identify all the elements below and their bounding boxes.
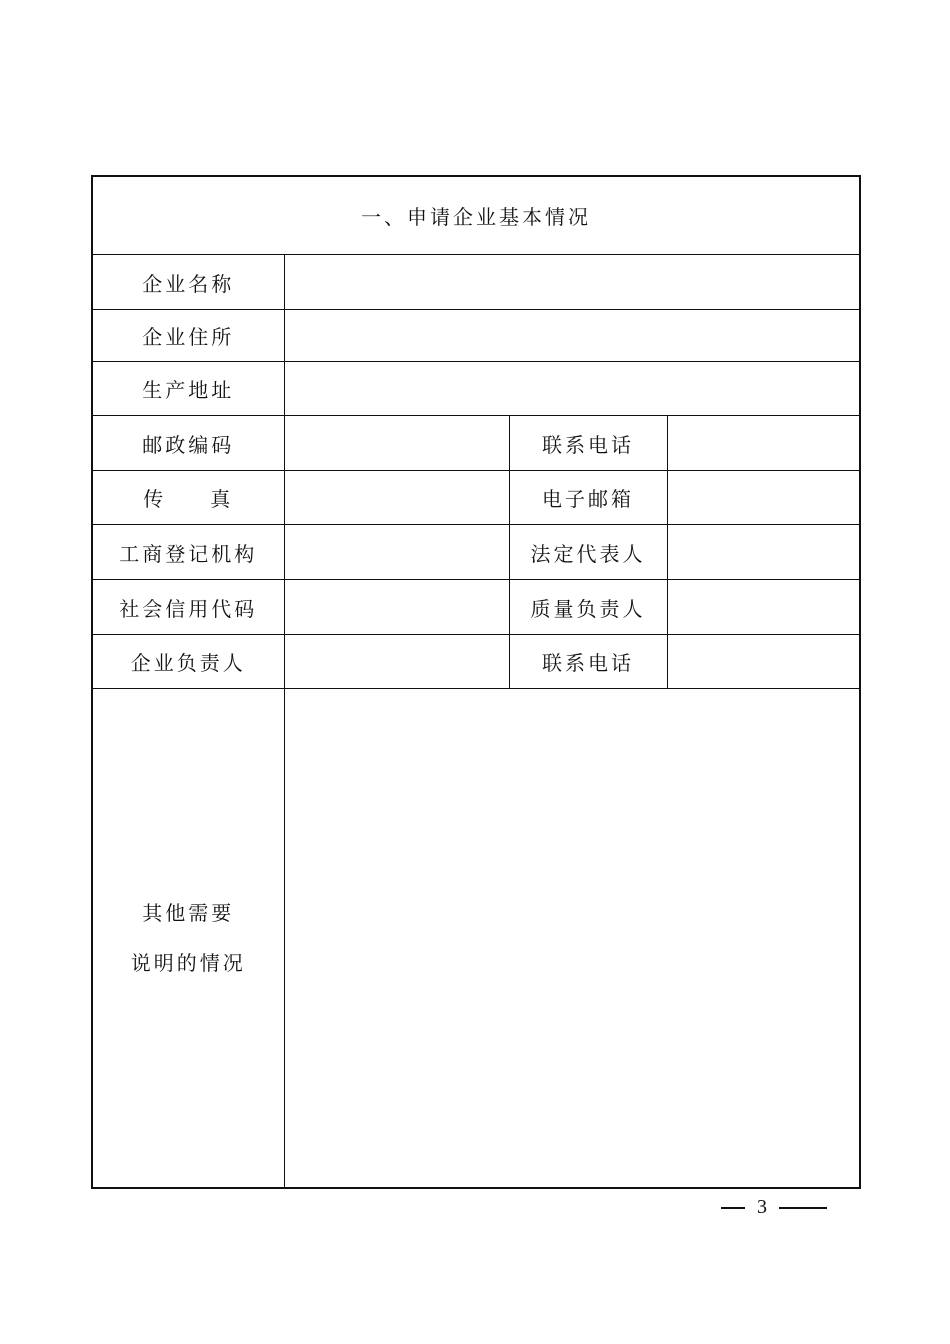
registration-authority-field[interactable] (284, 525, 509, 580)
enterprise-address-field[interactable] (284, 310, 860, 362)
quality-manager-field[interactable] (667, 580, 860, 635)
legal-representative-field[interactable] (667, 525, 860, 580)
label-email: 电子邮箱 (509, 471, 667, 525)
email-field[interactable] (667, 471, 860, 525)
postal-code-field[interactable] (284, 416, 509, 471)
label-enterprise-head: 企业负责人 (92, 635, 284, 689)
production-address-field[interactable] (284, 362, 860, 416)
label-fax-char1: 传 (143, 487, 167, 511)
label-enterprise-name: 企业名称 (92, 255, 284, 310)
label-legal-representative: 法定代表人 (509, 525, 667, 580)
enterprise-head-field[interactable] (284, 635, 509, 689)
label-credit-code: 社会信用代码 (92, 580, 284, 635)
form-title: 一、申请企业基本情况 (92, 176, 860, 255)
page-number-dash-left (721, 1207, 745, 1209)
label-contact-phone: 联系电话 (509, 416, 667, 471)
label-fax (92, 471, 284, 525)
label-other-notes-line2: 说明的情况 (130, 950, 246, 975)
page-number-text: 3 (757, 1196, 767, 1218)
label-postal-code: 邮政编码 (92, 416, 284, 471)
label-registration-authority: 工商登记机构 (92, 525, 284, 580)
contact-phone-2-field[interactable] (667, 635, 860, 689)
label-fax-char2: 真 (210, 487, 234, 511)
contact-phone-field[interactable] (667, 416, 860, 471)
label-other-notes (92, 689, 284, 1188)
enterprise-info-form (91, 175, 861, 1189)
label-production-address: 生产地址 (92, 362, 284, 416)
page-number-dash-right (779, 1207, 827, 1209)
label-enterprise-address: 企业住所 (92, 310, 284, 362)
label-quality-manager: 质量负责人 (509, 580, 667, 635)
other-notes-field[interactable] (284, 689, 860, 1188)
page-number (721, 1196, 827, 1219)
credit-code-field[interactable] (284, 580, 509, 635)
label-contact-phone-2: 联系电话 (509, 635, 667, 689)
enterprise-name-field[interactable] (284, 255, 860, 310)
label-other-notes-line1: 其他需要 (142, 900, 235, 925)
fax-field[interactable] (284, 471, 509, 525)
